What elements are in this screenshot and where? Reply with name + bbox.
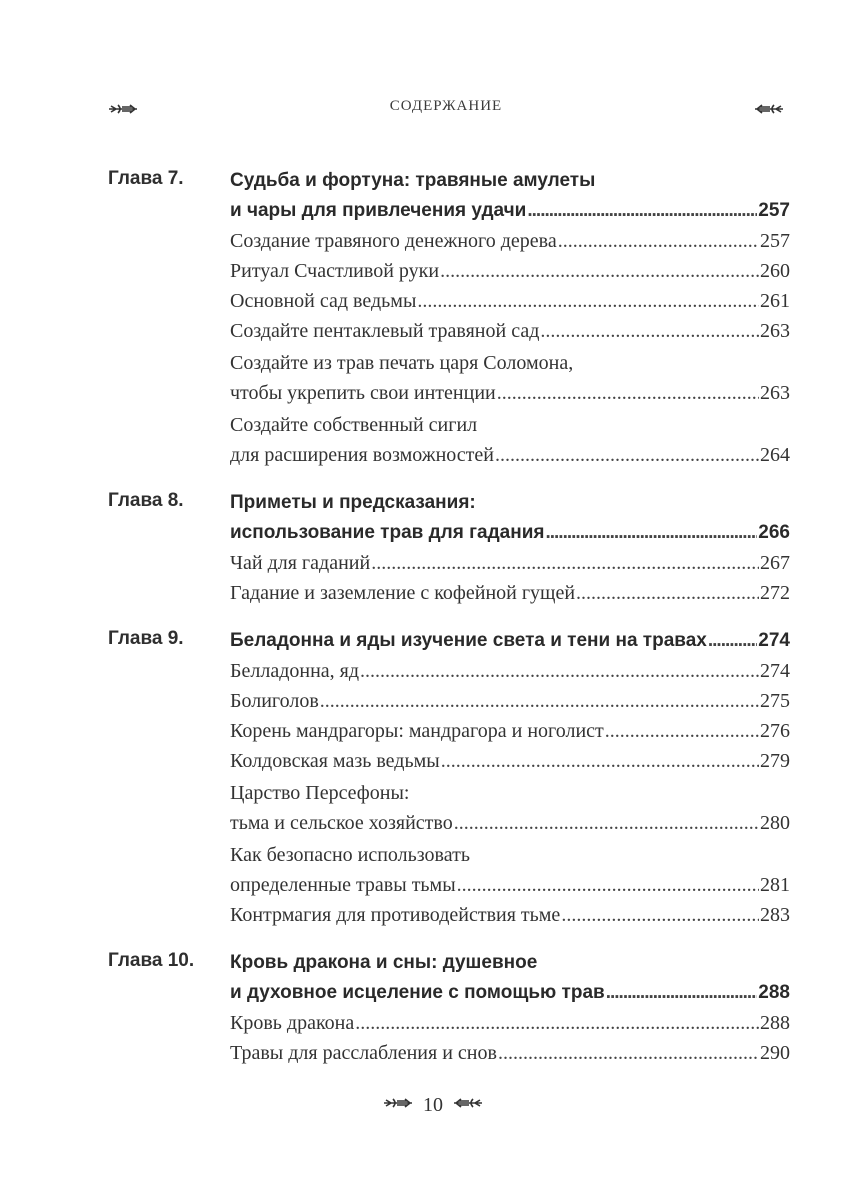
chapter-title-entry[interactable]: [230, 488, 790, 548]
entry-last-line: [230, 378, 790, 408]
chapter-title-entry[interactable]: [230, 166, 790, 226]
dot-leader: [527, 196, 757, 226]
dot-leader: [498, 1038, 759, 1068]
ornament-right-icon: [754, 102, 784, 121]
entry-title-line: Чай для гаданий: [230, 552, 371, 574]
entry-title-line: и чары для привлечения удачи: [230, 200, 527, 221]
footer-ornament-right-icon: [453, 1096, 483, 1115]
entry-last-line: [230, 286, 790, 316]
toc-entry[interactable]: [230, 1038, 790, 1068]
entry-title-line: Контрмагия для противодействия тьме: [230, 904, 561, 926]
dot-leader: [545, 518, 757, 548]
entry-title-line: Основной сад ведьмы: [230, 290, 417, 312]
chapter-block: [108, 166, 788, 470]
toc-entry[interactable]: [230, 286, 790, 316]
entry-page-number: 261: [760, 290, 790, 312]
entry-title-line: и духовное исцеление с помощью трав: [230, 982, 605, 1003]
entry-last-line: [230, 900, 790, 930]
entry-page-number: 280: [760, 812, 790, 834]
entry-title-line: тьма и сельское хозяйство: [230, 812, 453, 834]
entry-title-line: Создайте из трав печать царя Соломона,: [230, 352, 574, 374]
entry-page-number: 274: [758, 630, 790, 651]
entry-last-line: [230, 870, 790, 900]
entry-page-number: 264: [760, 444, 790, 466]
footer-ornament-left-icon: [383, 1096, 413, 1115]
dot-leader: [457, 870, 759, 900]
entry-title-line: Гадание и заземление с кофейной гущей: [230, 582, 576, 604]
entry-last-line: [230, 656, 790, 686]
dot-leader: [495, 440, 759, 470]
dot-leader: [371, 548, 759, 578]
entry-title-line: Кровь дракона и сны: душевное: [230, 952, 538, 973]
toc-entry[interactable]: [230, 778, 790, 838]
dot-leader: [320, 686, 759, 716]
dot-leader: [558, 226, 759, 256]
running-header: [108, 96, 784, 126]
entry-last-line: [230, 518, 790, 548]
entry-page-number: 279: [760, 750, 790, 772]
entry-last-line: [230, 316, 790, 346]
entry-last-line: [230, 548, 790, 578]
chapter-title-entry[interactable]: [230, 626, 790, 656]
entry-title-line: чтобы укрепить свои интенции: [230, 382, 496, 404]
entry-page-number: 288: [758, 982, 790, 1003]
entry-title-line: Создание травяного денежного дерева: [230, 230, 557, 252]
entry-page-number: 263: [760, 382, 790, 404]
toc-entry[interactable]: [230, 1008, 790, 1038]
entry-last-line: [230, 578, 790, 608]
toc-entry[interactable]: [230, 410, 790, 470]
entry-page-number: 290: [760, 1042, 790, 1064]
page-footer: [0, 1094, 866, 1124]
entry-last-line: [230, 686, 790, 716]
entry-title-line: Царство Персефоны:: [230, 782, 410, 804]
header-title: СОДЕРЖАНИЕ: [389, 98, 503, 114]
entry-title-line: Ритуал Счастливой руки: [230, 260, 440, 282]
chapter-block: [108, 948, 788, 1068]
entry-last-line: [230, 226, 790, 256]
toc-entry[interactable]: [230, 716, 790, 746]
entry-page-number: 266: [758, 522, 790, 543]
entry-title-line: Корень мандрагоры: мандрагора и ноголист: [230, 720, 604, 742]
entry-title-line: Создайте пентаклевый травяной сад: [230, 320, 540, 342]
entry-page-number: 257: [760, 230, 790, 252]
dot-leader: [605, 716, 759, 746]
entry-page-number: 274: [760, 660, 790, 682]
toc-entry[interactable]: [230, 548, 790, 578]
chapter-entries: [230, 948, 790, 1068]
toc-entry[interactable]: [230, 840, 790, 900]
entry-title-line: использование трав для гадания: [230, 522, 545, 543]
dot-leader: [355, 1008, 759, 1038]
toc-entry[interactable]: [230, 256, 790, 286]
table-of-contents: [108, 164, 788, 1086]
entry-page-number: 288: [760, 1012, 790, 1034]
dot-leader: [441, 746, 759, 776]
entry-page-number: 281: [760, 874, 790, 896]
entry-title-line: для расширения возможностей: [230, 444, 494, 466]
toc-entry[interactable]: [230, 316, 790, 346]
entry-title-line: Как безопасно использовать: [230, 844, 470, 866]
dot-leader: [708, 626, 757, 656]
entry-title-line: Белладонна, яд: [230, 660, 360, 682]
entry-title-line: Создайте собственный сигил: [230, 414, 478, 436]
entry-title-line: Судьба и фортуна: травяные амулеты: [230, 170, 596, 191]
dot-leader: [360, 656, 759, 686]
entry-last-line: [230, 716, 790, 746]
entry-page-number: 283: [760, 904, 790, 926]
chapter-title-entry[interactable]: [230, 948, 790, 1008]
chapter-label: Глава 8.: [108, 490, 184, 511]
entry-page-number: 276: [760, 720, 790, 742]
entry-page-number: 257: [758, 200, 790, 221]
entry-last-line: [230, 256, 790, 286]
entry-title-line: Приметы и предсказания:: [230, 492, 476, 513]
chapter-entries: [230, 488, 790, 608]
toc-entry[interactable]: [230, 746, 790, 776]
entry-title-line: определенные травы тьмы: [230, 874, 456, 896]
dot-leader: [440, 256, 759, 286]
toc-entry[interactable]: [230, 348, 790, 408]
dot-leader: [561, 900, 759, 930]
entry-page-number: 275: [760, 690, 790, 712]
dot-leader: [497, 378, 759, 408]
toc-entry[interactable]: [230, 686, 790, 716]
chapter-label: Глава 9.: [108, 628, 184, 649]
entry-last-line: [230, 978, 790, 1008]
chapter-entries: [230, 626, 790, 930]
toc-entry[interactable]: [230, 656, 790, 686]
entry-last-line: [230, 440, 790, 470]
entry-last-line: [230, 626, 790, 656]
entry-last-line: [230, 196, 790, 226]
entry-title-line: Болиголов: [230, 690, 319, 712]
entry-title-line: Кровь дракона: [230, 1012, 355, 1034]
chapter-block: [108, 488, 788, 608]
chapter-block: [108, 626, 788, 930]
entry-title-line: Колдовская мазь ведьмы: [230, 750, 440, 772]
entry-title-line: Беладонна и яды изучение света и тени на травах: [230, 630, 707, 651]
dot-leader: [540, 316, 759, 346]
chapter-label: Глава 7.: [108, 168, 184, 189]
dot-leader: [454, 808, 759, 838]
dot-leader: [417, 286, 759, 316]
page-number: 10: [423, 1094, 443, 1116]
entry-last-line: [230, 746, 790, 776]
toc-entry[interactable]: [230, 578, 790, 608]
entry-last-line: [230, 808, 790, 838]
toc-entry[interactable]: [230, 226, 790, 256]
dot-leader: [606, 978, 758, 1008]
entry-page-number: 272: [760, 582, 790, 604]
toc-entry[interactable]: [230, 900, 790, 930]
chapter-label: Глава 10.: [108, 950, 195, 971]
entry-page-number: 263: [760, 320, 790, 342]
dot-leader: [576, 578, 759, 608]
entry-page-number: 267: [760, 552, 790, 574]
entry-last-line: [230, 1038, 790, 1068]
entry-page-number: 260: [760, 260, 790, 282]
entry-title-line: Травы для расслабления и снов: [230, 1042, 497, 1064]
entry-last-line: [230, 1008, 790, 1038]
chapter-entries: [230, 166, 790, 470]
